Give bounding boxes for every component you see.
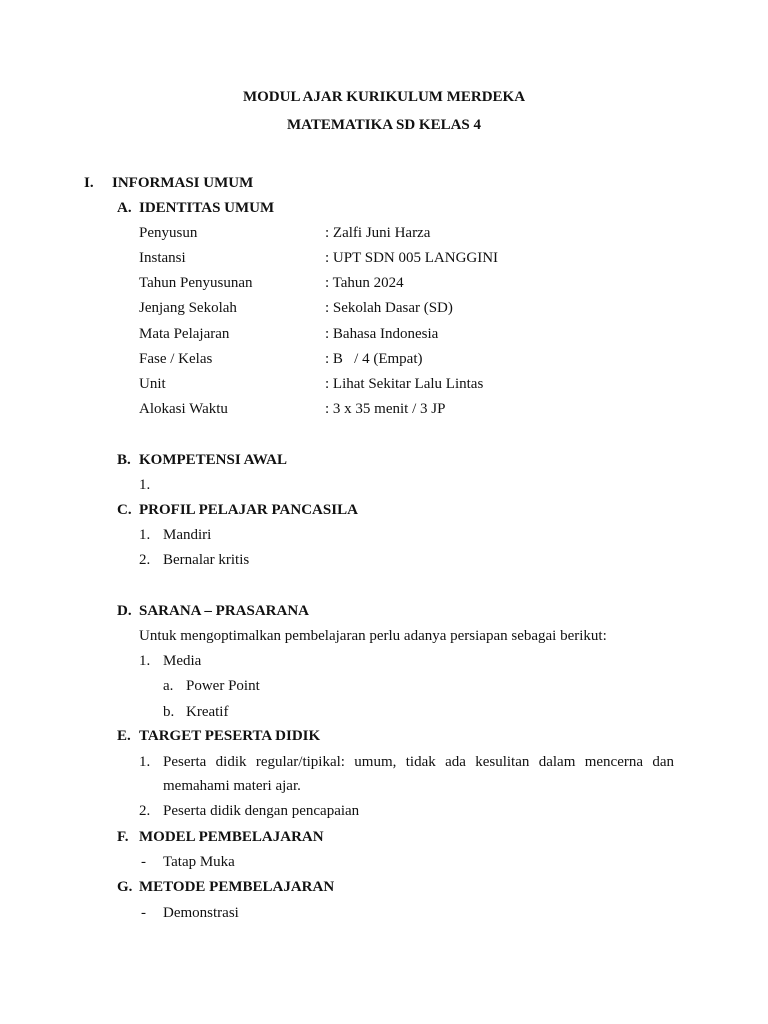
field-label: Mata Pelajaran [139,326,230,342]
list-item: Tatap Muka [163,854,235,870]
subsection-letter: F. [117,829,129,845]
list-number: 2. [139,552,151,568]
field-label: Jenjang Sekolah [139,300,237,316]
list-item: Demonstrasi [163,905,239,921]
field-label: Alokasi Waktu [139,401,228,417]
field-label: Penyusun [139,225,198,241]
list-item: Bernalar kritis [163,552,250,568]
list-item: Media [163,653,202,669]
list-item: Mandiri [163,527,212,543]
field-value: : Sekolah Dasar (SD) [325,300,453,316]
subsection-letter: G. [117,879,133,895]
list-number: 1. [139,754,151,770]
section-heading: INFORMASI UMUM [112,175,254,191]
list-item: Power Point [186,678,260,694]
subsection-heading: IDENTITAS UMUM [139,200,275,216]
list-item: Peserta didik dengan pencapaian [163,803,360,819]
field-value: : Bahasa Indonesia [325,326,439,342]
document-title: MODUL AJAR KURIKULUM MERDEKA [242,89,526,105]
list-item: Peserta didik regular/tipikal: umum, tidak ada kesulitan dalam mencerna dan [163,754,674,770]
field-value: : Tahun 2024 [325,275,404,291]
document-subtitle: MATEMATIKA SD KELAS 4 [286,117,482,133]
field-label: Instansi [139,250,186,266]
subsection-letter: C. [117,502,132,518]
list-number: 1. [139,527,151,543]
subsection-letter: B. [117,452,131,468]
section-numeral: I. [84,175,94,191]
field-label: Unit [139,376,166,392]
subsection-heading: SARANA – PRASARANA [139,603,310,619]
list-number: 2. [139,803,151,819]
field-value: : Zalfi Juni Harza [325,225,431,241]
subsection-heading: KOMPETENSI AWAL [139,452,287,468]
subsection-letter: A. [117,200,132,216]
paragraph: Untuk mengoptimalkan pembelajaran perlu adanya persiapan sebagai berikut: [139,628,607,644]
field-label: Tahun Penyusunan [139,275,253,291]
list-letter: b. [163,704,175,720]
list-letter: a. [163,678,174,694]
field-value: : UPT SDN 005 LANGGINI [325,250,499,266]
subsection-heading: METODE PEMBELAJARAN [139,879,335,895]
field-value: : B / 4 (Empat) [325,351,423,367]
subsection-heading: TARGET PESERTA DIDIK [139,728,321,744]
field-label: Fase / Kelas [139,351,213,367]
list-item-continuation: memahami materi ajar. [163,778,301,794]
list-item: Kreatif [186,704,229,720]
subsection-letter: E. [117,728,131,744]
field-value: : Lihat Sekitar Lalu Lintas [325,376,484,392]
subsection-letter: D. [117,603,132,619]
field-value: : 3 x 35 menit / 3 JP [325,401,446,417]
list-number: 1. [139,653,151,669]
list-number: 1. [139,477,151,493]
subsection-heading: MODEL PEMBELAJARAN [139,829,324,845]
list-bullet: - [141,854,146,870]
list-bullet: - [141,905,146,921]
subsection-heading: PROFIL PELAJAR PANCASILA [139,502,358,518]
